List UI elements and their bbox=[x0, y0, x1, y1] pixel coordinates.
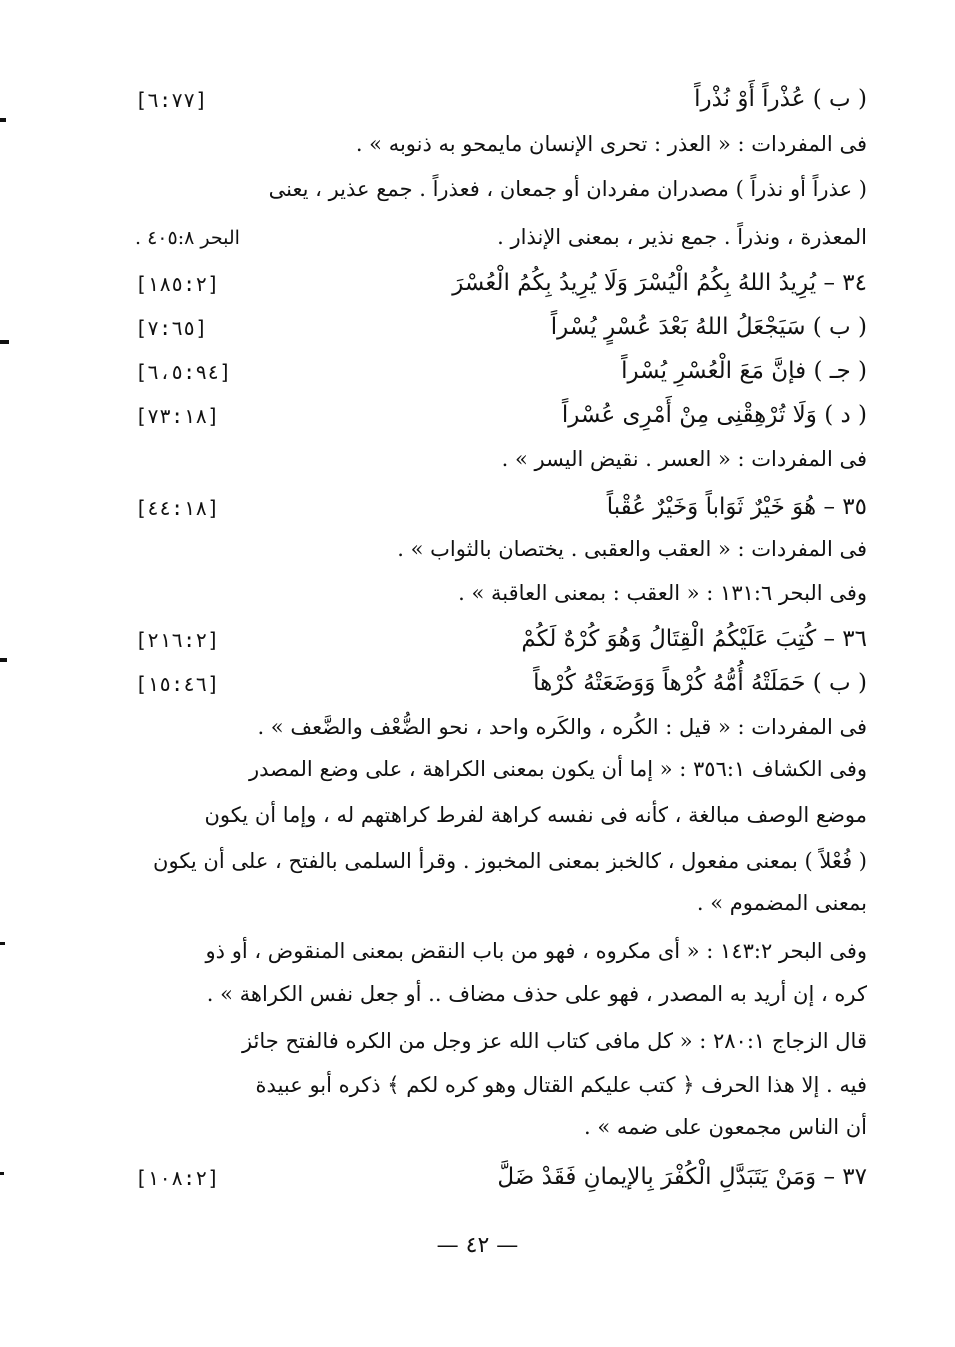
scan-mark bbox=[0, 658, 7, 662]
line-text: فى المفردات : « العسر . نقيض اليسر » . bbox=[501, 447, 867, 472]
verse-reference: [١٨٥:٢] bbox=[135, 272, 220, 296]
text-line bbox=[135, 1108, 867, 1148]
line-text: ( ب ) حَمَلَتْهُ أُمُّهُ كُرْهاً وَوَضَعَتْهُ كُرْهاً bbox=[533, 670, 867, 697]
line-text: كره ، إن أريد به المصدر ، فهو على حذف مضاف .. أو جعل نفس الكراهة » . bbox=[206, 982, 867, 1007]
verse-reference: [١٠٨:٢] bbox=[135, 1166, 220, 1190]
text-line bbox=[135, 530, 867, 570]
line-text: ( عذراً أو نذراً ) مصدران مفردان أو جمعان ، فعذراً . جمع عذير ، يعنى bbox=[268, 177, 867, 202]
text-line bbox=[135, 488, 867, 528]
line-text: ( فُعْلاً ) بمعنى مفعول ، كالخبز بمعنى المخبوز . وقرأ السلمى بالفتح ، على أن يكون bbox=[153, 849, 867, 874]
line-text: ٣٧ – وَمَنْ يَتَبَدَّلِ الْكُفْرَ بِالإيمانِ فَقَدْ ضَلَّ bbox=[497, 1164, 867, 1191]
scan-mark bbox=[0, 1172, 4, 1175]
text-line bbox=[135, 352, 867, 392]
source-reference: البحر ٤٠٥:٨ . bbox=[135, 226, 240, 249]
text-line bbox=[135, 932, 867, 972]
line-text: ٣٦ – كُتِبَ عَلَيْكُمُ الْقِتَالُ وَهُوَ كُرْهٌ لَكُمْ bbox=[521, 626, 867, 653]
text-line bbox=[135, 1066, 867, 1106]
line-text: ٣٥ – هُوَ خَيْرٌ ثَوَاباً وَخَيْرٌ عُقْباً bbox=[606, 494, 867, 521]
scan-mark bbox=[0, 118, 6, 122]
text-line bbox=[135, 664, 867, 704]
line-text: فى المفردات : « العقب والعقبى . يختصان بالثواب » . bbox=[397, 537, 867, 562]
line-text: المعذرة ، ونذراً . جمع نذير ، بمعنى الإنذار . bbox=[497, 225, 867, 250]
text-line bbox=[135, 1158, 867, 1198]
line-text: فى المفردات : « العذر : تحرى الإنسان مايمحو به ذنوبه » . bbox=[355, 132, 867, 157]
line-text: موضع الوصف مبالغة ، كأنه فى نفسه كراهة لفرط كراهتهم له ، وإما أن يكون bbox=[204, 803, 867, 828]
text-line bbox=[135, 308, 867, 348]
scan-mark bbox=[0, 340, 9, 344]
line-text: ( د ) وَلَا تُرْهِقْنِى مِنْ أَمْرِى عُسْراً bbox=[561, 402, 867, 429]
text-line bbox=[135, 170, 867, 210]
text-line bbox=[135, 80, 867, 120]
verse-reference: [١٥:٤٦] bbox=[135, 672, 220, 696]
verse-reference: [٧:٦٥] bbox=[135, 316, 208, 340]
text-line bbox=[135, 884, 867, 924]
text-line bbox=[135, 1022, 867, 1062]
text-line bbox=[135, 620, 867, 660]
text-line bbox=[135, 125, 867, 165]
text-line bbox=[135, 708, 867, 748]
verse-reference: [٦،٥:٩٤] bbox=[135, 360, 232, 384]
text-line bbox=[135, 218, 867, 258]
verse-reference: [٧٣:١٨] bbox=[135, 404, 220, 428]
text-line bbox=[135, 264, 867, 304]
line-text: ( ب ) عُذْراً أَوْ نُذْراً bbox=[694, 86, 867, 113]
line-text: فيه . إلا هذا الحرف ﴿ كتب عليكم القتال وهو كره لكم ﴾ ذكره أبو عبيدة bbox=[255, 1073, 867, 1098]
verse-reference: [٢١٦:٢] bbox=[135, 628, 220, 652]
text-line bbox=[135, 975, 867, 1015]
scan-mark bbox=[0, 942, 5, 945]
text-line bbox=[135, 842, 867, 882]
line-text: ٣٤ – يُرِيدُ اللهُ بِكُمُ الْيُسْرَ وَلَا يُرِيدُ بِكُمُ الْعُسْرَ bbox=[452, 270, 867, 297]
line-text: أن الناس مجمعون على ضمه » . bbox=[584, 1115, 867, 1140]
text-line bbox=[135, 396, 867, 436]
verse-reference: [٤٤:١٨] bbox=[135, 496, 220, 520]
text-line bbox=[135, 750, 867, 790]
verse-reference: [٦:٧٧] bbox=[135, 88, 208, 112]
line-text: وفى الكشاف ٣٥٦:١ : « إما أن يكون بمعنى الكراهة ، على وضع المصدر bbox=[249, 757, 867, 782]
page-number: — ٤٢ — bbox=[436, 1233, 519, 1258]
line-text: بمعنى المضموم » . bbox=[696, 891, 867, 916]
line-text: قال الزجاج ٢٨٠:١ : « كل مافى كتاب الله عز وجل من الكره فالفتح جائز bbox=[241, 1029, 867, 1054]
line-text: فى المفردات : « قيل : الكُره ، والكَره واحد ، نحو الضُّعْف والضَّعف » . bbox=[257, 715, 867, 740]
line-text: ( جـ ) فإنَّ مَعَ الْعُسْرِ يُسْراً bbox=[621, 358, 867, 385]
text-line bbox=[135, 574, 867, 614]
text-line bbox=[135, 796, 867, 836]
line-text: ( ب ) سَيَجْعَلُ اللهُ بَعْدَ عُسْرٍ يُسْراً bbox=[550, 314, 867, 341]
line-text: وفى البحر ١٣١:٦ : « العقب : بمعنى العاقبة » . bbox=[458, 581, 867, 606]
text-line bbox=[135, 440, 867, 480]
line-text: وفى البحر ١٤٣:٢ : « أى مكروه ، فهو من باب النقض بمعنى المنقوض ، أو ذو bbox=[205, 939, 867, 964]
